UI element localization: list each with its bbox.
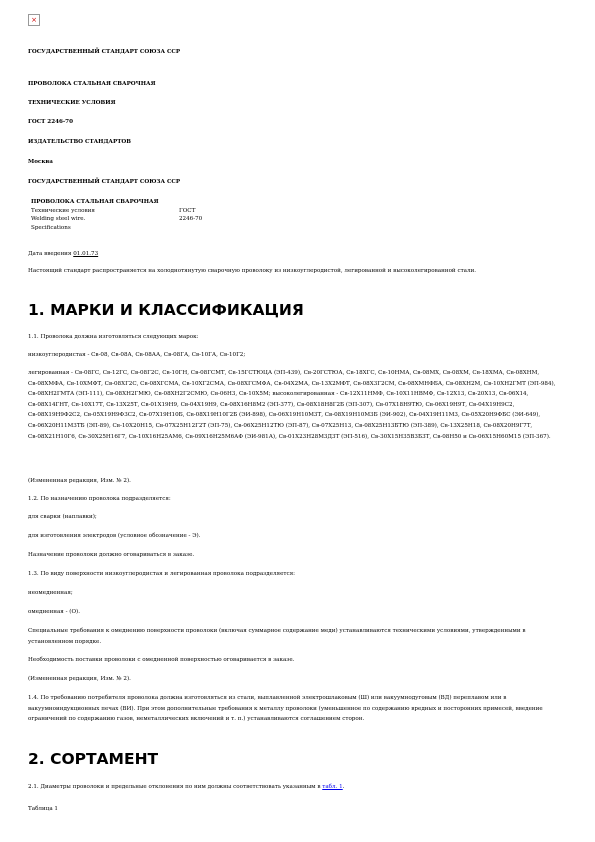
table-label: Таблица 1 xyxy=(28,806,58,812)
table-1-link[interactable]: табл. 1 xyxy=(322,784,343,790)
paragraph: Назначение проволоки должно оговариваться в заказе. xyxy=(28,552,195,558)
spec-cell: ГОСТ xyxy=(179,207,196,214)
spec-cell: 2246-70 xyxy=(179,216,203,223)
scope-paragraph: Настоящий стандарт распространяется на холоднотянутую сварочную проволоку из низкоуглеродистой, легированной и высоколегированной стали. xyxy=(28,268,477,274)
section-1-heading: 1. МАРКИ И КЛАССИФИКАЦИЯ xyxy=(28,301,304,319)
text: . xyxy=(342,784,345,790)
header-publisher: ИЗДАТЕЛЬСТВО СТАНДАРТОВ xyxy=(28,139,131,145)
paragraph: 1.3. По виду поверхности низкоуглеродистая и легированная проволока подразделяется: xyxy=(28,571,296,577)
paragraph: 1.4. По требованию потребителя проволока должна изготовляться из стали, выплавленной электрошлаковым (Ш) или вакуумнодуговым (ВД) переплавом или в вакуумноиндукционных печах (ВИ). При этом дополнительные требования к металлу проволоки (уменьшенное по содержанию вредных и посторонних примесей, введение ограничений по содержанию газов, неметаллических включений и т. п.) устанавливаются соглашением сторон. xyxy=(28,695,543,723)
paragraph: 1.2. По назначению проволока подразделяется: xyxy=(28,496,171,502)
section-2-heading: 2. СОРТАМЕНТ xyxy=(28,750,159,768)
paragraph: низкоуглеродистая - Св-08, Св-08А, Св-08АА, Св-08ГА, Св-10ГА, Св-10Г2; xyxy=(28,352,246,358)
header-gost: ГОСТ 2246-70 xyxy=(28,119,73,125)
paragraph: (Измененная редакция, Изм. № 2). xyxy=(28,478,131,484)
spec-cell: Welding steel wire. xyxy=(31,216,86,223)
spec-cell: Технические условия xyxy=(31,207,95,214)
header-title: ПРОВОЛОКА СТАЛЬНАЯ СВАРОЧНАЯ xyxy=(28,81,156,87)
paragraph xyxy=(28,782,568,793)
paragraph: для изготовления электродов (условное обозначение - Э). xyxy=(28,533,201,539)
date-label: Дата введения xyxy=(28,251,72,257)
paragraph: Необходимость поставки проволоки с омедненной поверхностью оговаривается в заказе. xyxy=(28,657,295,663)
paragraph: омедненная - (О). xyxy=(28,609,81,615)
paragraph: для сварки (наплавки); xyxy=(28,514,97,520)
paragraph: неомедненная; xyxy=(28,590,73,596)
spec-cell xyxy=(179,224,202,233)
header-subtitle: ТЕХНИЧЕСКИЕ УСЛОВИЯ xyxy=(28,100,116,106)
paragraph: 1.1. Проволока должна изготовляться следующих марок: xyxy=(28,334,199,340)
paragraph: (Измененная редакция, Изм. № 2). xyxy=(28,676,131,682)
header-city: Москва xyxy=(28,159,53,165)
text: 2.1. Диаметры проволоки и предельные отклонения по ним должны соответствовать указанным в xyxy=(28,784,321,790)
broken-image-icon: × xyxy=(28,14,40,26)
spec-table-title: ПРОВОЛОКА СТАЛЬНАЯ СВАРОЧНАЯ xyxy=(31,199,159,205)
grades-paragraph: легированная - Св-08ГС, Св-12ГС, Св-08Г2С, Св-10ГН, Св-08ГСМТ, Св-15ГСТЮЦА (ЭП-439), Св-20ГСТЮА, Св-18ХГС, Св-10НМА, Св-08МХ, Св-08ХМ, Св-18ХМА, Св-08ХНМ, Св-08ХМФА, Св-10ХМФТ, Св-08ХГ2С, Св-08ХГСМА, Св-10ХГ2СМА, Св-08ХГСМФА, Св-04Х2МА, Св-13Х2МФТ, Св-08Х3Г2СМ, Св-08ХМНФБА, Св-08ХН2М, Св-10ХН2ГМТ (ЭП-984), Св-08ХН2ГМТА (ЭП-111), Св-08ХН2ГМЮ, Св-08ХН2Г2СМЮ, Св-06Н3, Св-10Х5М; высоколегированная - Св-12Х11НМФ, Св-10Х11НВМФ, Св-12Х13, Св-20Х13, Св-06Х14, Св-08Х14ГНТ, Св-10Х17Т, Св-13Х25Т, Св-01Х19Н9, Св-04Х19Н9, Св-08Х16Н8М2 (ЭП-377), Св-08Х18Н8Г2Б (ЭП-307), Св-07Х18Н9ТЮ, Св-06Х19Н9Т, Св-04Х19Н9С2, Св-08Х19Н9Ф2С2, Св-05Х19Н9Ф3С2, Св-07Х19Н10Б, Св-08Х19Н10Г2Б (ЭИ-898), Св-06Х19Н10М3Т, Св-08Х19Н10М3Б (ЭИ-902), Св-04Х19Н11М3, Св-05Х20Н9ФБС (ЭИ-649), Св-06Х20Н11М3ТБ (ЭП-89), Св-10Х20Н15, Св-07Х25Н12Г2Т (ЭП-75), Св-06Х25Н12ТЮ (ЭП-87), Св-07Х25Н13, Св-08Х25Н13БТЮ (ЭП-389), Св-13Х25Н18, Св-08Х20Н9Г7Т, Св-08Х21Н10Г6, Св-30Х25Н16Г7, Св-10Х16Н25АМ6, Св-09Х16Н25М6АФ (ЭИ-981А), Св-01Х23Н28М3Д3Т (ЭП-516), Св-30Х15Н35В3Б3Т, Св-08Н50 и Св-06Х15Н60М15 (ЭП-367). xyxy=(28,370,556,440)
spec-table xyxy=(28,198,202,232)
date-value: 01.01.73 xyxy=(73,251,99,257)
spec-cell: Specifications xyxy=(31,224,71,231)
date-line xyxy=(28,249,98,260)
header-std-org: ГОСУДАРСТВЕННЫЙ СТАНДАРТ СОЮЗА ССР xyxy=(28,49,181,55)
header-std-org-2: ГОСУДАРСТВЕННЫЙ СТАНДАРТ СОЮЗА ССР xyxy=(28,179,181,185)
paragraph: Специальные требования к омеднению поверхности проволоки (включая суммарное содержание меди) устанавливаются техническими условиями, утвержденными в установленном порядке. xyxy=(28,628,526,645)
